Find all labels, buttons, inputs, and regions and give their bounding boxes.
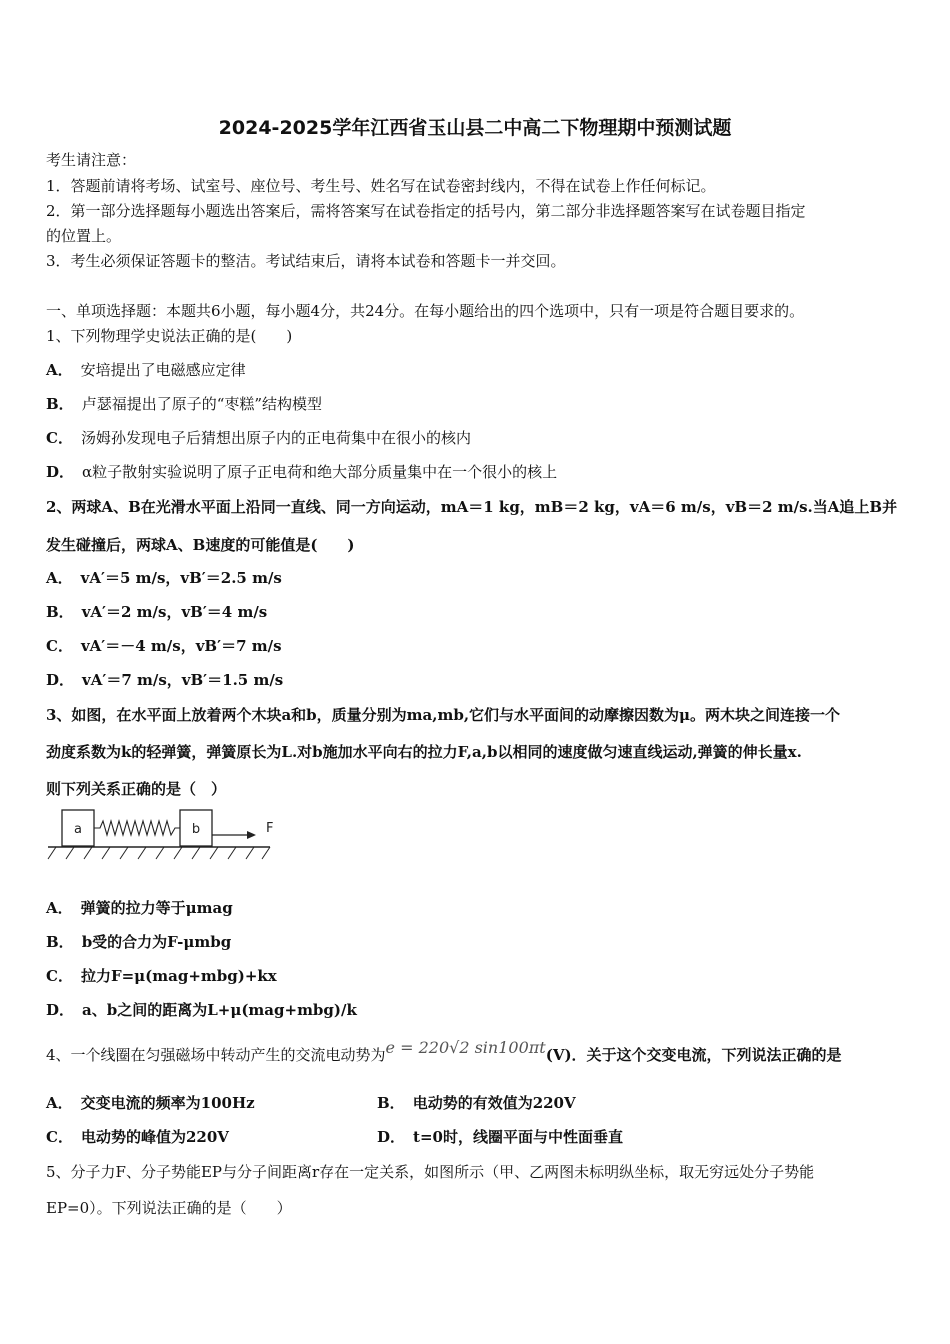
- q4-option-a: A． 交变电流的频率为100Hz: [46, 1094, 255, 1112]
- q1-option-c: C． 汤姆孙发现电子后猜想出原子内的正电荷集中在很小的核内: [46, 429, 471, 447]
- question-3-stem-cont: 劲度系数为k的轻弹簧，弹簧原长为L.对b施加水平向右的拉力F,a,b以相同的速度做匀速直线运动,弹簧的伸长量x.: [46, 743, 802, 761]
- force-label: F: [266, 821, 274, 836]
- q1-option-a: A． 安培提出了电磁感应定律: [46, 361, 246, 379]
- notice-item: 2．第一部分选择题每小题选出答案后，需将答案写在试卷指定的括号内，第二部分非选择题答案写在试卷题目指定: [46, 202, 806, 220]
- q4-option-c: C． 电动势的峰值为220V: [46, 1128, 229, 1146]
- block-b-label: b: [191, 822, 201, 837]
- q4-option-b: B． 电动势的有效值为220V: [377, 1094, 576, 1112]
- q2-option-d: D． vA′＝7 m/s，vB′＝1.5 m/s: [46, 671, 284, 689]
- notice-item: 3．考生必须保证答题卡的整洁。考试结束后，请将本试卷和答题卡一并交回。: [46, 252, 566, 270]
- notice-heading: 考生请注意：: [46, 151, 137, 169]
- section-heading: 一、单项选择题：本题共6小题，每小题4分，共24分。在每小题给出的四个选项中，只有一项是符合题目要求的。: [46, 302, 805, 320]
- spring: [94, 821, 180, 835]
- ground-hatch: [48, 847, 270, 859]
- q2-option-a: A． vA′＝5 m/s，vB′＝2.5 m/s: [46, 569, 282, 587]
- question-5-stem-cont: EP=0）。下列说法正确的是（ ）: [46, 1199, 292, 1217]
- emf-formula: e = 220√2 sin100πt: [385, 1038, 546, 1057]
- block-a-label: a: [74, 822, 82, 837]
- question-2-stem: 2、两球A、B在光滑水平面上沿同一直线、同一方向运动，mA＝1 kg，mB＝2 kg，vA＝6 m/s，vB＝2 m/s.当A追上B并: [46, 498, 898, 516]
- force-arrowhead: [247, 831, 256, 839]
- q2-option-b: B． vA′＝2 m/s，vB′＝4 m/s: [46, 603, 268, 621]
- q4-option-d: D． t=0时，线圈平面与中性面垂直: [377, 1128, 623, 1146]
- question-3-stem-end: 则下列关系正确的是（ ）: [46, 780, 227, 798]
- question-3-stem: 3、如图，在水平面上放着两个木块a和b，质量分别为ma,mb,它们与水平面间的动摩擦因数为μ。两木块之间连接一个: [46, 706, 841, 724]
- notice-item: 的位置上。: [46, 227, 122, 245]
- q3-option-c: C． 拉力F=μ(mag+mbg)+kx: [46, 967, 277, 985]
- question-2-stem-cont: 发生碰撞后，两球A、B速度的可能值是( ): [46, 536, 355, 554]
- q1-option-b: B． 卢瑟福提出了原子的“枣糕”结构模型: [46, 395, 323, 413]
- q3-option-b: B． b受的合力为F-μmbg: [46, 933, 232, 951]
- page-title: 2024-2025学年江西省玉山县二中高二下物理期中预测试题: [218, 117, 732, 139]
- q2-option-c: C． vA′＝－4 m/s，vB′＝7 m/s: [46, 637, 282, 655]
- question-4-stem: 4、一个线圈在匀强磁场中转动产生的交流电动势为e = 220√2 sin100πt(V)．关于这个交变电流，下列说法正确的是: [46, 1038, 842, 1064]
- question-1-stem: 1、下列物理学史说法正确的是( ): [46, 327, 293, 345]
- q3-option-d: D． a、b之间的距离为L+μ(mag+mbg)/k: [46, 1001, 357, 1019]
- question-5-stem: 5、分子力F、分子势能EP与分子间距离r存在一定关系，如图所示（甲、乙两图未标明纵坐标，取无穷远处分子势能: [46, 1163, 815, 1181]
- spring-blocks-figure: [44, 806, 284, 864]
- notice-item: 1．答题前请将考场、试室号、座位号、考生号、姓名写在试卷密封线内，不得在试卷上作任何标记。: [46, 177, 716, 195]
- q1-option-d: D． α粒子散射实验说明了原子正电荷和绝大部分质量集中在一个很小的核上: [46, 463, 558, 481]
- q3-option-a: A． 弹簧的拉力等于μmag: [46, 899, 233, 917]
